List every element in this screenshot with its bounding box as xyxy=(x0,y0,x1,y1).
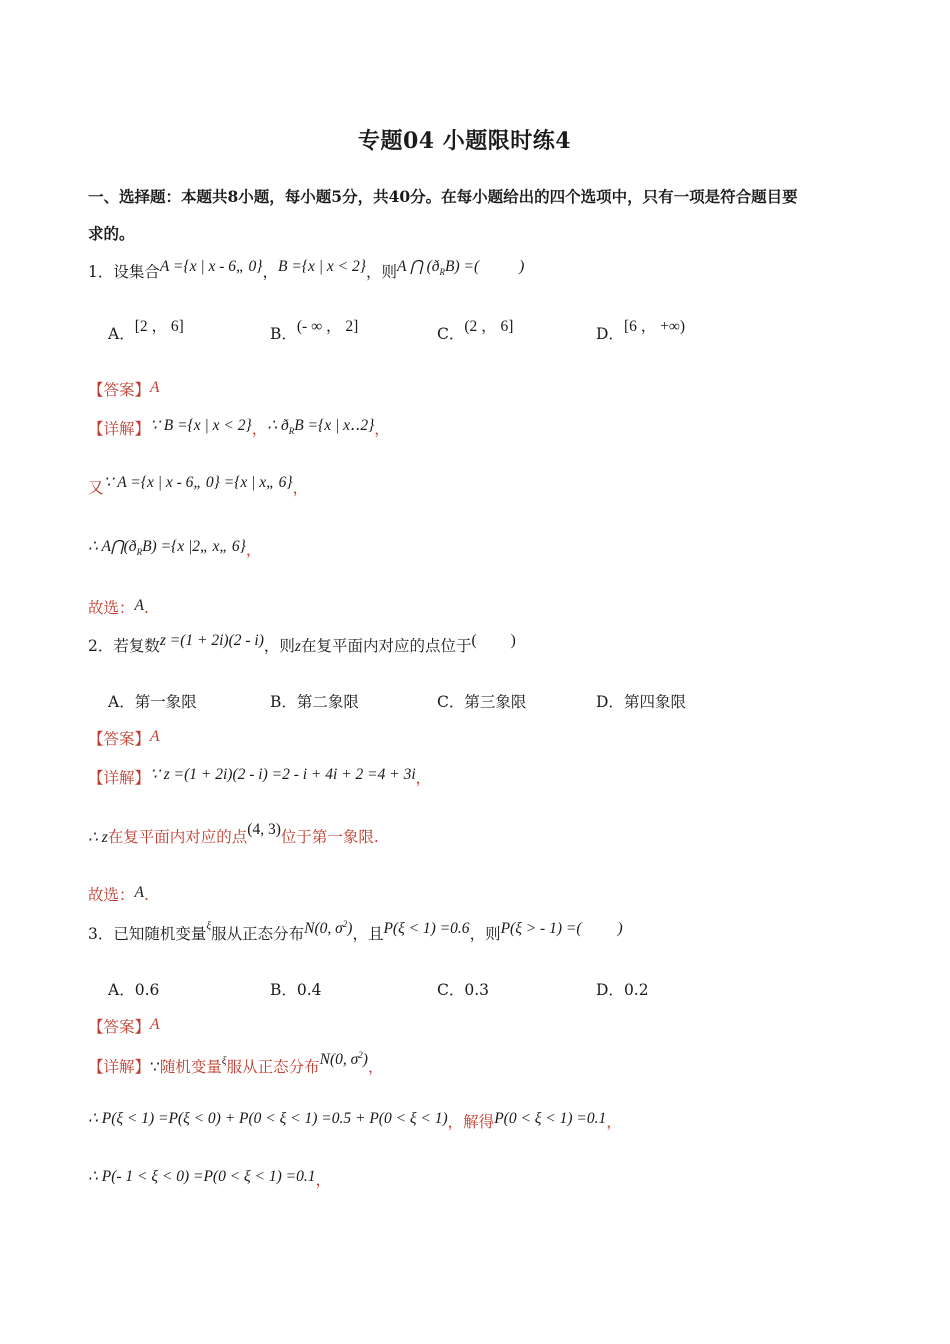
page-title: 专题04 小题限时练4 xyxy=(358,128,572,154)
q1-stem xyxy=(88,260,524,283)
q2-detail-2: ∴ z在复平面内对应的点(4, 3)位于第一象限. xyxy=(88,821,379,846)
q3-option-a[interactable]: A．0.6 xyxy=(108,981,160,999)
q1-detail-3: ∴ $A⋂(ð_RB) =\{x$ |2„ x„ 6}， xyxy=(88,538,262,559)
q1-option-a[interactable]: A．[2 ， 6] xyxy=(108,318,184,343)
q3-answer: 【答案】A xyxy=(88,1016,160,1036)
q3-option-b[interactable]: B．0.4 xyxy=(270,981,322,999)
q1-answer: 【答案】A xyxy=(88,379,160,399)
q3-stem: 3．已知随机变量$^\xi$服从正态分布N(0, $\sigma^2$)，且P(ξ < 1) =0.6，则P(ξ > - 1) =( ) xyxy=(88,918,623,943)
q1-option-b[interactable]: B．(- ∞ ， 2] xyxy=(270,318,359,343)
q1-conclusion: 故选：A. xyxy=(88,597,149,617)
q3-detail-2: ∴ P(ξ < 1) =P(ξ < 0) + P(0 < ξ < 1) =0.5 + P(0 < ξ < 1)，解得P(0 < ξ < 1) =0.1， xyxy=(88,1110,622,1131)
q3-option-d[interactable]: D．0.2 xyxy=(596,981,649,999)
section-header-line2: 求的。 xyxy=(88,224,135,243)
q2-expr: z =(1 + 2i)(2 - i) xyxy=(159,632,264,649)
q2-detail-1: 【详解】∵ z =(1 + 2i)(2 - i) =2 - i + 4i + 2 =4 + 3i， xyxy=(88,766,432,787)
q2-option-c[interactable]: C．第三象限 xyxy=(437,693,527,711)
q1-expr: A ⋂ $(ð_RB)$ =( ) xyxy=(396,258,525,278)
q1-option-d[interactable]: D．[6 ， +∞) xyxy=(596,318,686,343)
q1-set-a: A ={x | x - 6„ 0} xyxy=(159,258,263,275)
q1-detail-1: 【详解】∵ B ={x | x < 2}，∴ $ð_RB =\{x$ | x‥2}， xyxy=(88,417,390,438)
q1-comma: ， xyxy=(262,263,278,281)
q2-conclusion: 故选：A. xyxy=(88,884,149,904)
q1-option-c[interactable]: C．(2 ， 6] xyxy=(437,318,514,343)
q1-set-b: B ={x | x < 2} xyxy=(278,258,366,275)
q2-answer: 【答案】A xyxy=(88,728,160,748)
q3-detail-1: 【详解】∵随机变量$^\xi$服从正态分布N(0, $\sigma^2$)， xyxy=(88,1049,384,1076)
q2-stem: 2．若复数z =(1 + 2i)(2 - i)，则z在复平面内对应的点位于( ) xyxy=(88,632,516,655)
q2-option-a[interactable]: A．第一象限 xyxy=(108,693,197,711)
q2-option-d[interactable]: D．第四象限 xyxy=(596,693,686,711)
q1-detail-2: 又∵ A ={x | x - 6„ 0} ={x | x„ 6}， xyxy=(88,474,309,497)
q2-option-b[interactable]: B．第二象限 xyxy=(270,693,359,711)
q3-option-c[interactable]: C．0.3 xyxy=(437,981,490,999)
q1-prefix: 1．设集合 xyxy=(88,263,160,281)
q1-then: ，则 xyxy=(365,263,397,281)
q3-detail-3: ∴ P(- 1 < ξ < 0) =P(0 < ξ < 1) =0.1， xyxy=(88,1168,332,1189)
section-header-line1: 一、选择题：本题共8小题，每小题5分，共40分。在每小题给出的四个选项中，只有一项是符合题目要 xyxy=(88,187,798,206)
